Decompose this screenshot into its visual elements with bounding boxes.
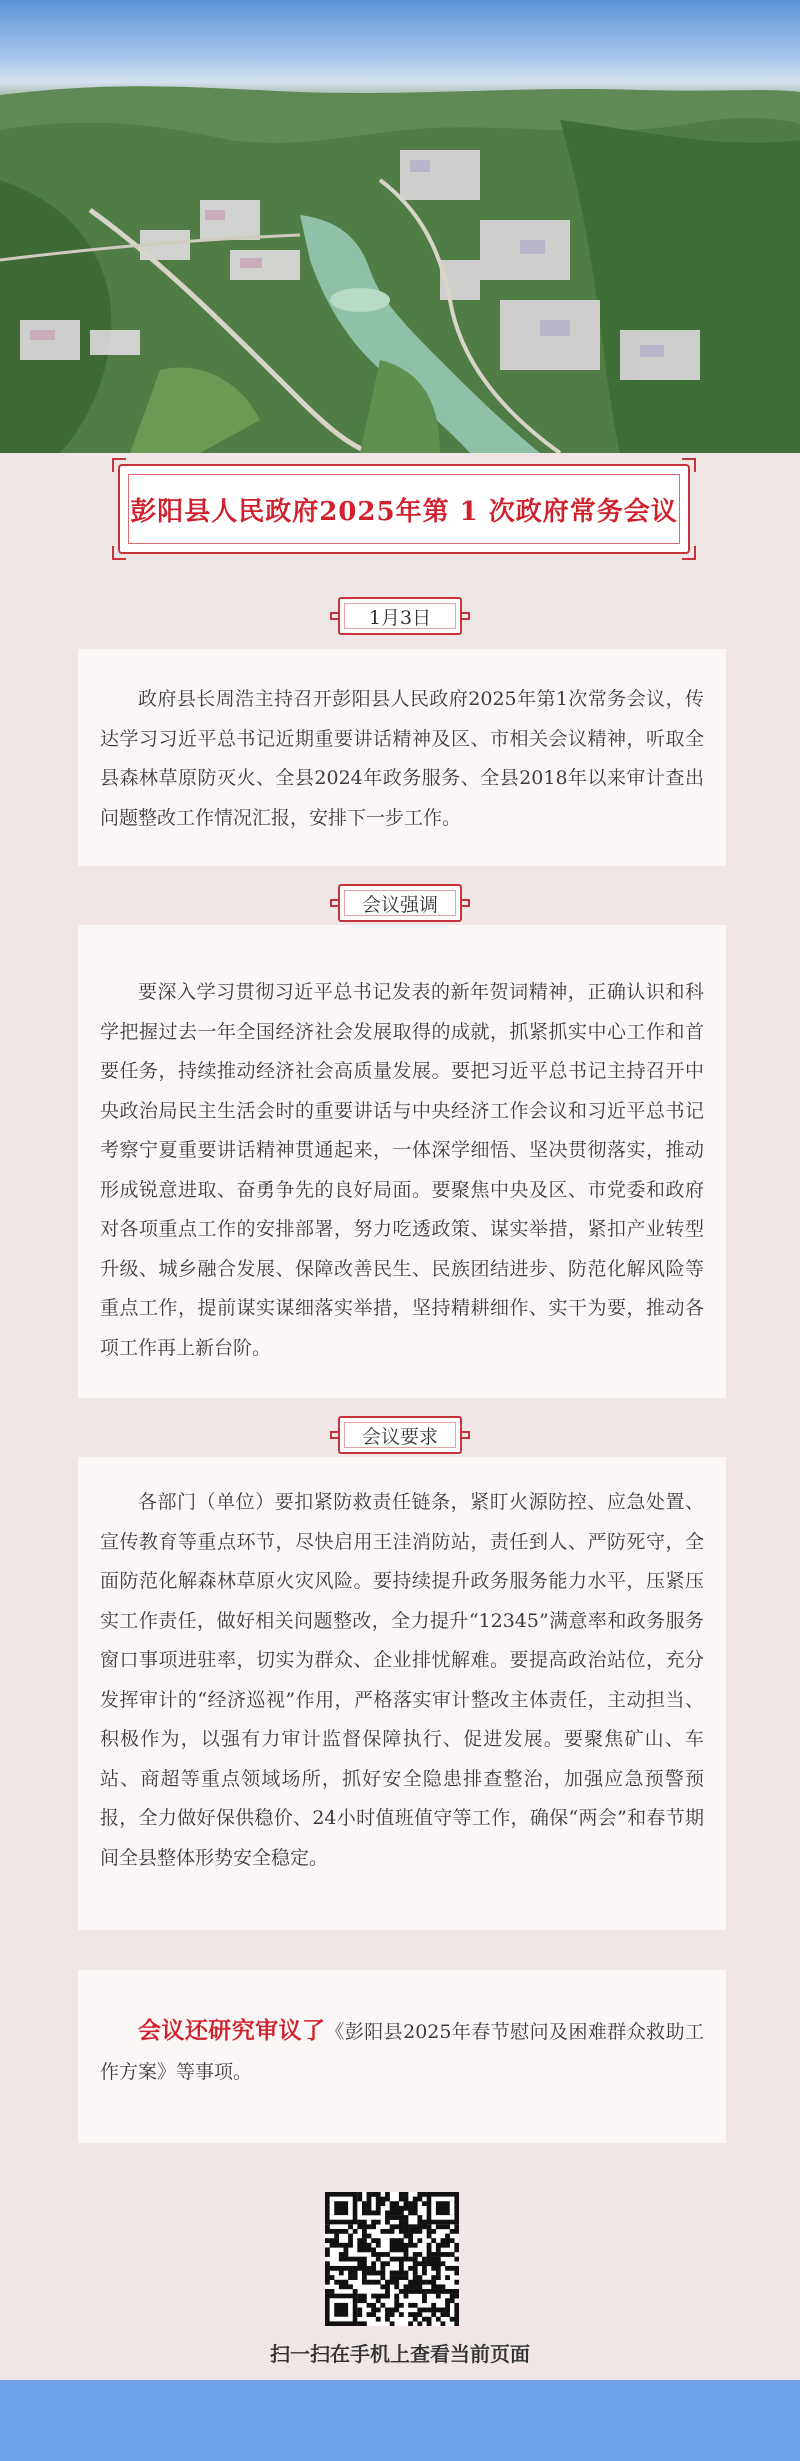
- section-tag-label: 1月3日: [368, 606, 432, 629]
- section-card-emphasis: [78, 925, 726, 1398]
- closing-paragraph: [100, 2011, 704, 2092]
- tag-ornament: [462, 899, 470, 907]
- closing-text: 《彭阳县2025年春节慰问及困难群众救助工作方案》等事项。: [100, 2021, 704, 2083]
- aerial-town-illustration: [0, 0, 800, 453]
- section-tag-date: [338, 597, 462, 635]
- paragraph: 政府县长周浩主持召开彭阳县人民政府2025年第1次常务会议，传达学习习近平总书记近期重要讲话精神及区、市相关会议精神，听取全县森林草原防灭火、全县2024年政务服务、全县2018年以来审计查出问题整改工作情况汇报，安排下一步工作。: [100, 688, 704, 829]
- tag-ornament: [462, 1431, 470, 1439]
- section-tag-requirements: [338, 1416, 462, 1454]
- section-tag-emphasis: [338, 884, 462, 922]
- hero-aerial-photo: [0, 0, 800, 453]
- footer-band: [0, 2380, 800, 2461]
- qr-code-pattern: [325, 2192, 459, 2326]
- closing-card: [78, 1970, 726, 2143]
- section-tag-label: 会议要求: [361, 1425, 438, 1448]
- section-card-intro: [78, 649, 726, 866]
- qr-code: [325, 2192, 459, 2326]
- page-title: 彭阳县人民政府2025年第 1 次政府常务会议: [130, 496, 678, 527]
- section-tag-label: 会议强调: [361, 893, 438, 916]
- tag-ornament: [330, 899, 338, 907]
- tag-ornament: [330, 612, 338, 620]
- tag-ornament: [330, 1431, 338, 1439]
- tag-ornament: [462, 612, 470, 620]
- closing-highlight: 会议还研究审议了: [138, 2017, 326, 2044]
- paragraph: 各部门（单位）要扣紧防救责任链条，紧盯火源防控、应急处置、宣传教育等重点环节，尽快启用王洼消防站，责任到人、严防死守，全面防范化解森林草原火灾风险。要持续提升政务服务能力水平，压紧压实工作责任，做好相关问题整改，全力提升“12345”满意率和政务服务窗口事项进驻率，切实为群众、企业排忧解难。要提高政治站位，充分发挥审计的“经济巡视”作用，严格落实审计整改主体责任，主动担当、积极作为，以强有力审计监督保障执行、促进发展。要聚焦矿山、车站、商超等重点领域场所，抓好安全隐患排查整治，加强应急预警预报，全力做好保供稳价、24小时值班值守等工作，确保“两会”和春节期间全县整体形势安全稳定。: [100, 1491, 704, 1869]
- paragraph: 要深入学习贯彻习近平总书记发表的新年贺词精神，正确认识和科学把握过去一年全国经济社会发展取得的成就，抓紧抓实中心工作和首要任务，持续推动经济社会高质量发展。要把习近平总书记主持召开中央政治局民主生活会时的重要讲话与中央经济工作会议和习近平总书记考察宁夏重要讲话精神贯通起来，一体深学细悟、坚决贯彻落实，推动形成锐意进取、奋勇争先的良好局面。要聚焦中央及区、市党委和政府对各项重点工作的安排部署，努力吃透政策、谋实举措，紧扣产业转型升级、城乡融合发展、保障改善民生、民族团结进步、防范化解风险等重点工作，提前谋实谋细落实举措，坚持精耕细作、实干为要，推动各项工作再上新台阶。: [100, 981, 704, 1359]
- section-card-requirements: [78, 1457, 726, 1930]
- qr-caption: 扫一扫在手机上查看当前页面: [270, 2342, 530, 2366]
- title-frame: [118, 464, 690, 554]
